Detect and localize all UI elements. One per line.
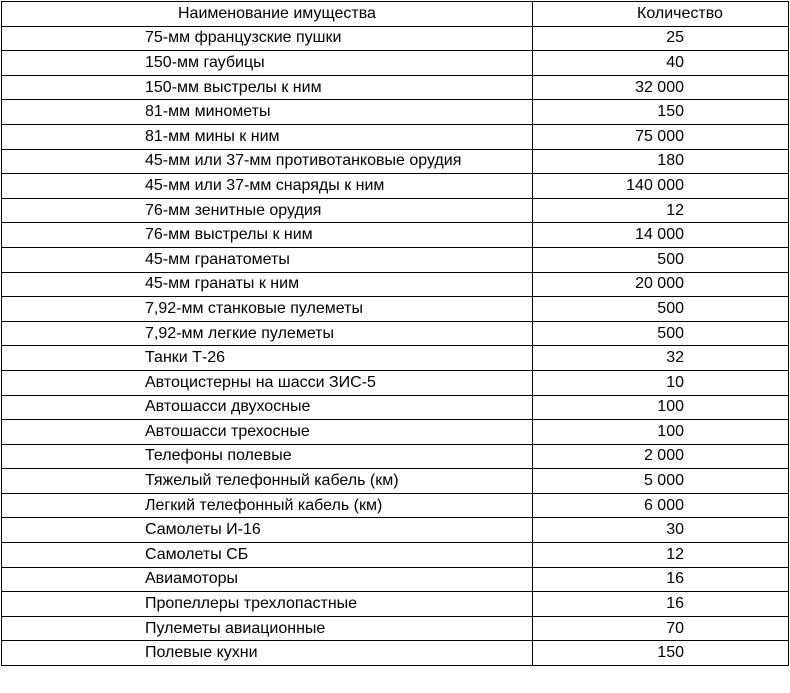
item-name: 76-мм зенитные орудия	[2, 198, 533, 223]
table-row	[2, 51, 789, 76]
item-quantity: 5 000	[533, 469, 789, 494]
item-name: 7,92-мм станковые пулеметы	[2, 297, 533, 322]
table-row	[2, 149, 789, 174]
item-name: 76-мм выстрелы к ним	[2, 223, 533, 248]
table-row	[2, 100, 789, 125]
item-name: Пулеметы авиационные	[2, 616, 533, 641]
item-quantity: 16	[533, 567, 789, 592]
item-quantity: 500	[533, 297, 789, 322]
table-row	[2, 518, 789, 543]
table-row	[2, 124, 789, 149]
table-row	[2, 297, 789, 322]
table-row	[2, 370, 789, 395]
item-quantity: 180	[533, 149, 789, 174]
item-name: Авиамоторы	[2, 567, 533, 592]
table-header-row	[2, 2, 789, 27]
item-name: Самолеты И-16	[2, 518, 533, 543]
header-quantity: Количество	[533, 2, 789, 27]
table-body	[2, 26, 789, 665]
table-row	[2, 616, 789, 641]
table-row	[2, 420, 789, 445]
item-name: 45-мм гранаты к ним	[2, 272, 533, 297]
item-quantity: 100	[533, 420, 789, 445]
item-quantity: 2 000	[533, 444, 789, 469]
item-quantity: 14 000	[533, 223, 789, 248]
item-quantity: 100	[533, 395, 789, 420]
item-quantity: 10	[533, 370, 789, 395]
table-row	[2, 543, 789, 568]
inventory-table	[1, 1, 789, 666]
item-name: 150-мм гаубицы	[2, 51, 533, 76]
item-quantity: 32	[533, 346, 789, 371]
item-quantity: 150	[533, 641, 789, 666]
item-name: 75-мм французские пушки	[2, 26, 533, 51]
item-name: 81-мм мины к ним	[2, 124, 533, 149]
table-row	[2, 444, 789, 469]
table-row	[2, 469, 789, 494]
header-name: Наименование имущества	[2, 2, 533, 27]
item-name: 81-мм минометы	[2, 100, 533, 125]
item-quantity: 30	[533, 518, 789, 543]
table-row	[2, 75, 789, 100]
table-row	[2, 592, 789, 617]
item-quantity: 150	[533, 100, 789, 125]
table-row	[2, 26, 789, 51]
item-name: Автошасси двухосные	[2, 395, 533, 420]
item-quantity: 40	[533, 51, 789, 76]
table-row	[2, 321, 789, 346]
item-name: Самолеты СБ	[2, 543, 533, 568]
item-name: Легкий телефонный кабель (км)	[2, 493, 533, 518]
item-quantity: 12	[533, 198, 789, 223]
item-quantity: 16	[533, 592, 789, 617]
table-row	[2, 346, 789, 371]
item-quantity: 12	[533, 543, 789, 568]
table-row	[2, 493, 789, 518]
table-row	[2, 174, 789, 199]
item-quantity: 500	[533, 247, 789, 272]
item-quantity: 75 000	[533, 124, 789, 149]
item-quantity: 500	[533, 321, 789, 346]
item-name: 45-мм гранатометы	[2, 247, 533, 272]
table-row	[2, 641, 789, 666]
table-row	[2, 223, 789, 248]
table-row	[2, 567, 789, 592]
item-quantity: 6 000	[533, 493, 789, 518]
item-quantity: 70	[533, 616, 789, 641]
item-quantity: 20 000	[533, 272, 789, 297]
item-name: 7,92-мм легкие пулеметы	[2, 321, 533, 346]
item-name: Автошасси трехосные	[2, 420, 533, 445]
item-name: Полевые кухни	[2, 641, 533, 666]
item-name: Танки Т-26	[2, 346, 533, 371]
item-quantity: 140 000	[533, 174, 789, 199]
table-row	[2, 272, 789, 297]
item-name: Тяжелый телефонный кабель (км)	[2, 469, 533, 494]
item-name: 150-мм выстрелы к ним	[2, 75, 533, 100]
item-quantity: 32 000	[533, 75, 789, 100]
item-quantity: 25	[533, 26, 789, 51]
table-row	[2, 395, 789, 420]
table-row	[2, 247, 789, 272]
item-name: 45-мм или 37-мм снаряды к ним	[2, 174, 533, 199]
item-name: Пропеллеры трехлопастные	[2, 592, 533, 617]
table-row	[2, 198, 789, 223]
item-name: 45-мм или 37-мм противотанковые орудия	[2, 149, 533, 174]
item-name: Телефоны полевые	[2, 444, 533, 469]
item-name: Автоцистерны на шасси ЗИС-5	[2, 370, 533, 395]
